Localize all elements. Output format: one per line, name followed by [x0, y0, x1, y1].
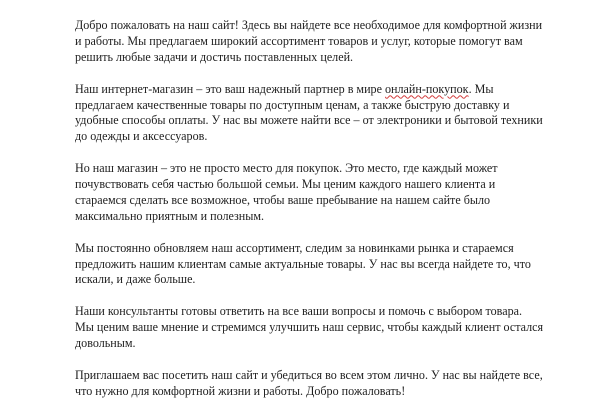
text-line: почувствовать себя частью большой семьи. Мы ценим каждого нашего клиента и: [75, 177, 496, 192]
paragraph-welcome: [75, 18, 595, 66]
text-line: Добро пожаловать на наш сайт! Здесь вы найдете все необходимое для комфортной жизни: [75, 18, 543, 32]
text-line: Мы постоянно обновляем наш ассортимент, следим за новинками рынка и стараемся: [75, 240, 514, 255]
text-line: довольным.: [75, 336, 136, 351]
text-line: удобные способы оплаты. У нас вы можете найти все – от электроники и бытовой техники: [75, 113, 543, 128]
text-line: Приглашаем вас посетить наш сайт и убедиться во всем этом лично. У нас вы найдете все,: [75, 367, 543, 382]
paragraph-invitation: [75, 368, 595, 400]
text-line: предлагаем качественные товары по доступным ценам, а также быструю доставку и: [75, 97, 510, 112]
text-line: Мы ценим ваше мнение и стремимся улучшить наш сервис, чтобы каждый клиент остался: [75, 320, 544, 335]
text-line: искали, и даже больше.: [75, 272, 196, 287]
text-line: стараемся сделать все возможное, чтобы ваше пребывание на нашем сайте было: [75, 192, 491, 207]
text-fragment: . Мы: [468, 81, 494, 96]
text-line: предложить нашим клиентам самые актуальные товары. У нас вы всегда найдете то, что: [75, 256, 531, 271]
paragraph-family: [75, 161, 595, 225]
text-line: Наши консультанты готовы ответить на все ваши вопросы и помочь с выбором товара.: [75, 304, 523, 319]
paragraph-online-store: [75, 82, 595, 146]
text-line: и работы. Мы предлагаем широкий ассортимент товаров и услуг, которые помогут вам: [75, 33, 523, 48]
text-line: решить любые задачи и достичь поставленных целей.: [75, 49, 354, 64]
paragraph-consultants: [75, 304, 595, 352]
text-line: до одежды и аксессуаров.: [75, 129, 208, 144]
text-fragment: Наш интернет-магазин – это ваш надежный партнер в мире: [75, 81, 385, 96]
text-line: максимально приятным и полезным.: [75, 208, 265, 223]
text-line: что нужно для комфортной жизни и работы. Добро пожаловать!: [75, 383, 406, 398]
text-line: [75, 82, 595, 98]
document-body[interactable]: [75, 18, 595, 416]
text-line: Но наш магазин – это не просто место для покупок. Это место, где каждый может: [75, 161, 498, 176]
paragraph-assortment: [75, 241, 595, 289]
spellcheck-flagged-word[interactable]: онлайн-покупок: [385, 81, 469, 96]
